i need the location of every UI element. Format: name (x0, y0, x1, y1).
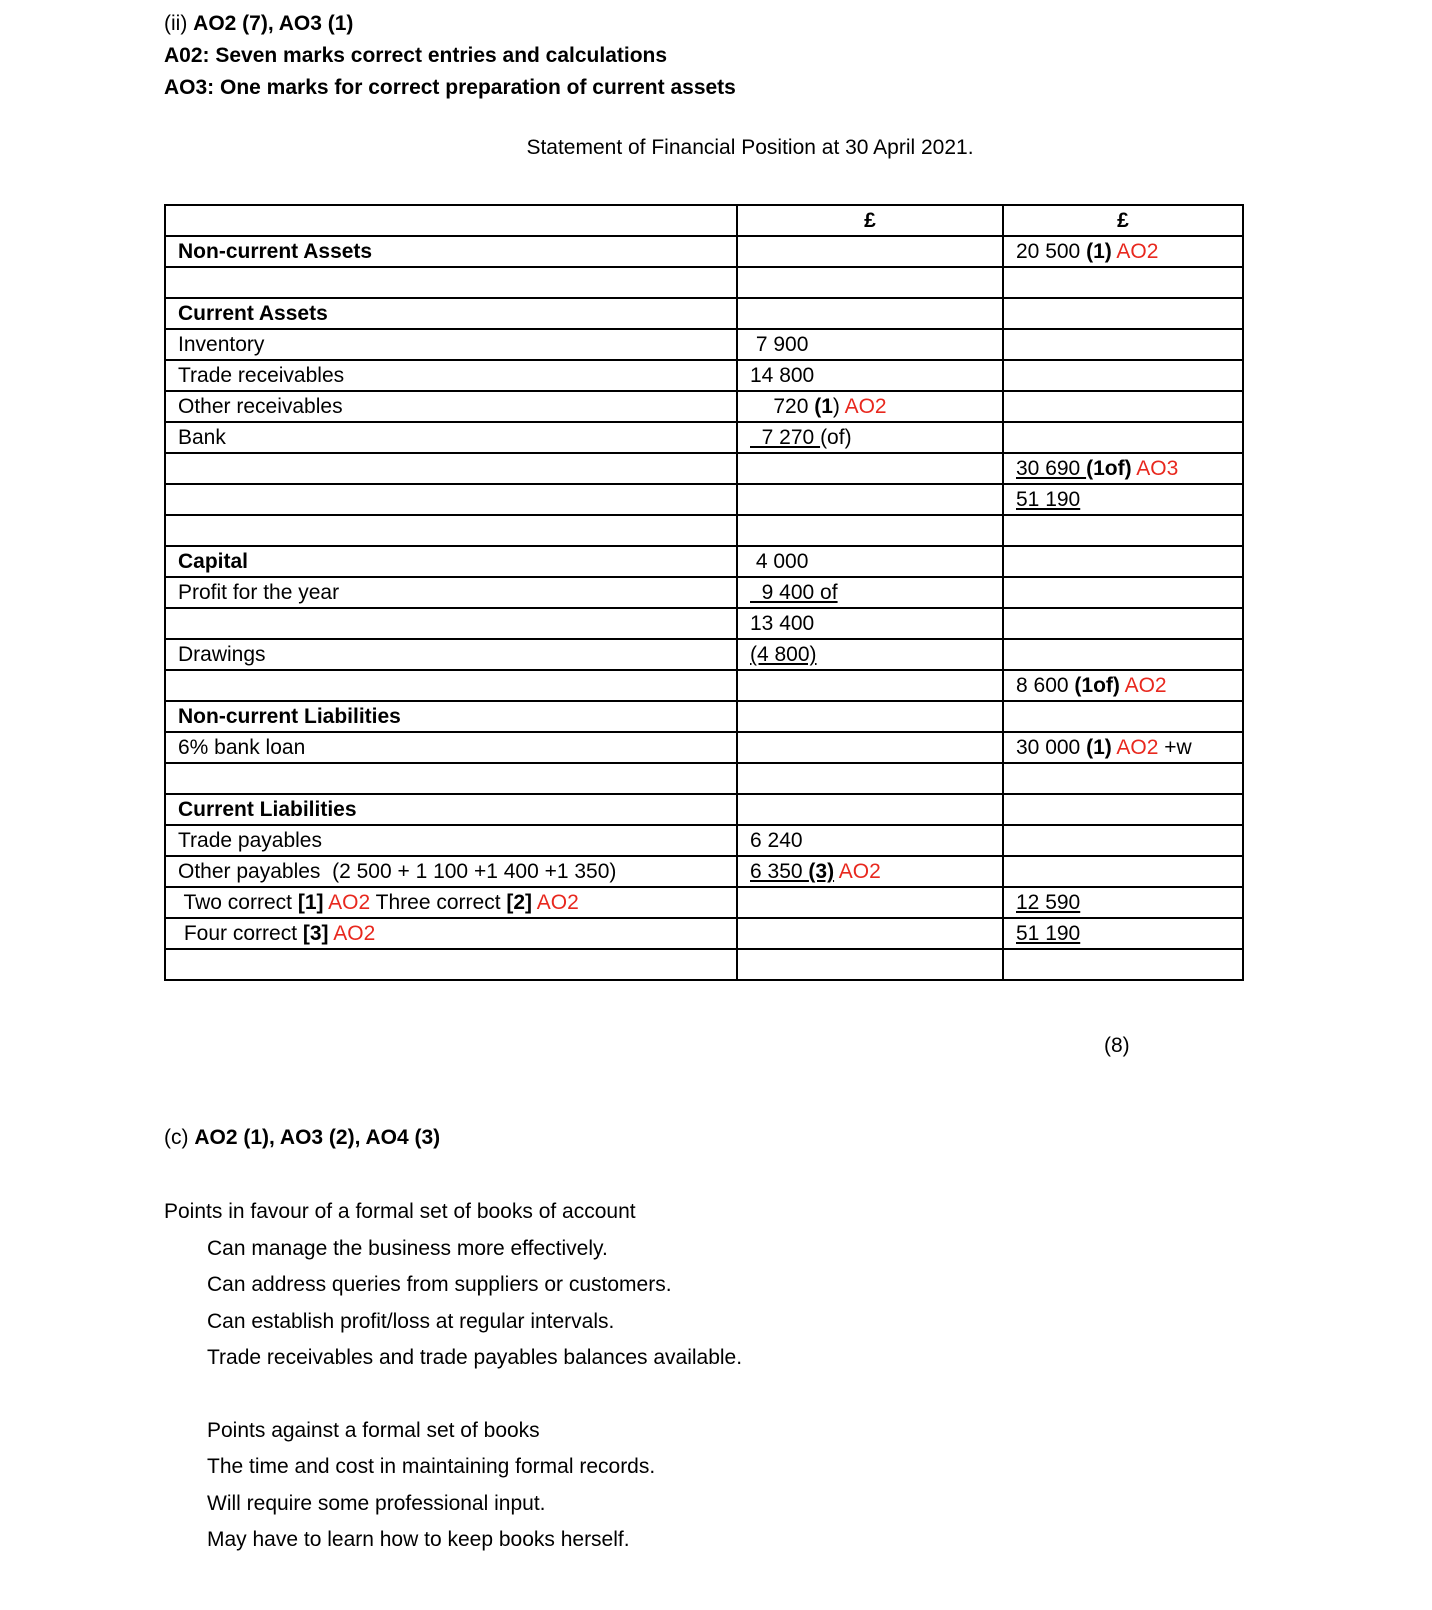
cell-text: Other receivables (178, 395, 343, 418)
label-cell (165, 298, 737, 329)
total-cell (1003, 918, 1243, 949)
label-cell (165, 608, 737, 639)
label-cell (165, 484, 737, 515)
total-cell (1003, 670, 1243, 701)
cell-text: [2] (506, 891, 533, 914)
list-item: The time and cost in maintaining formal records. (207, 1455, 656, 1478)
cell-text: Capital (178, 550, 249, 573)
points-against-heading: Points against a formal set of books (207, 1418, 540, 1442)
cell-text: £ (1117, 209, 1129, 232)
table-row (165, 236, 1243, 267)
label-cell (165, 701, 737, 732)
total-cell (1003, 856, 1243, 887)
label-cell (165, 577, 737, 608)
table-row (165, 329, 1243, 360)
assessment-objective-tag: AO2 (834, 860, 881, 883)
label-cell (165, 794, 737, 825)
cell-text: Current Assets (178, 302, 328, 325)
table-row (165, 701, 1243, 732)
marking-note-ao2: A02: Seven marks correct entries and calculations (164, 44, 668, 67)
cell-text: Inventory (178, 333, 265, 356)
table-row (165, 298, 1243, 329)
cell-text: Non-current Assets (178, 240, 373, 263)
table-row (165, 732, 1243, 763)
assessment-objective-tag: AO2 (1111, 736, 1159, 759)
label-cell (165, 639, 737, 670)
total-cell (1003, 732, 1243, 763)
total-cell (1003, 546, 1243, 577)
cell-text: (1 (814, 395, 833, 418)
amount-cell (737, 391, 1003, 422)
amount-cell (737, 670, 1003, 701)
amount-cell (737, 236, 1003, 267)
cell-text: (1) (1086, 736, 1112, 759)
amount-cell (737, 546, 1003, 577)
total-cell (1003, 484, 1243, 515)
table-row (165, 515, 1243, 546)
list-item: Can address queries from suppliers or customers. (207, 1273, 672, 1296)
cell-text: Three correct (370, 891, 507, 914)
assessment-objective-tag: AO2 (532, 891, 579, 914)
assessment-objective-tag: AO2 (1111, 240, 1159, 263)
cell-text: (1) (1086, 240, 1112, 263)
points-list (164, 1194, 742, 1559)
assessment-objective-tag: AO2 (328, 922, 376, 945)
cell-text: [1] (297, 891, 324, 914)
list-item: Will require some professional input. (207, 1491, 546, 1515)
amount-cell (737, 453, 1003, 484)
table-row (165, 639, 1243, 670)
table-row (165, 825, 1243, 856)
amount-cell (737, 639, 1003, 670)
table-row (165, 546, 1243, 577)
amount-cell (737, 608, 1003, 639)
label-cell (165, 918, 737, 949)
cell-text: (4 800) (750, 643, 817, 666)
amount-cell (737, 856, 1003, 887)
list-item: May have to learn how to keep books herself. (207, 1528, 630, 1551)
amount-cell (737, 577, 1003, 608)
section-c-heading (164, 1126, 440, 1150)
list-item: Trade receivables and trade payables balances available. (207, 1346, 743, 1369)
table-row (165, 484, 1243, 515)
label-cell (165, 453, 737, 484)
financial-position-table (164, 204, 1244, 981)
cell-text: 51 190 (1016, 488, 1081, 511)
list-item: Can establish profit/loss at regular intervals. (207, 1309, 615, 1333)
amount-cell (737, 515, 1003, 546)
table-row (165, 794, 1243, 825)
cell-text: 30 000 (1016, 736, 1087, 759)
assessment-objective-tag: AO2 (839, 395, 887, 418)
cell-text: (1of) (1074, 674, 1120, 697)
total-cell (1003, 267, 1243, 298)
amount-cell (737, 360, 1003, 391)
amount-cell (737, 329, 1003, 360)
cell-text: 4 000 (750, 550, 809, 573)
cell-text: (3) (808, 860, 835, 883)
table-row (165, 670, 1243, 701)
label-cell (165, 546, 737, 577)
statement-title: Statement of Financial Position at 30 April 2021. (526, 136, 974, 159)
table-row (165, 391, 1243, 422)
label-cell (165, 422, 737, 453)
cell-text: Current Liabilities (178, 798, 357, 821)
amount-cell (737, 887, 1003, 918)
label-cell (165, 887, 737, 918)
cell-text: 8 600 (1016, 674, 1075, 697)
amount-cell (737, 732, 1003, 763)
total-cell (1003, 298, 1243, 329)
assessment-objective-tag: AO2 (323, 891, 371, 914)
total-cell (1003, 701, 1243, 732)
amount-cell (737, 794, 1003, 825)
table-row (165, 360, 1243, 391)
table-row (165, 918, 1243, 949)
total-cell (1003, 329, 1243, 360)
table-row (165, 763, 1243, 794)
cell-text: 13 400 (750, 612, 815, 635)
cell-text: Four correct (178, 922, 303, 945)
table-row (165, 887, 1243, 918)
label-cell (165, 236, 737, 267)
part-marks: AO2 (7), AO3 (1) (193, 12, 354, 35)
total-cell (1003, 763, 1243, 794)
total-cell (1003, 422, 1243, 453)
amount-cell (737, 298, 1003, 329)
amount-cell (737, 422, 1003, 453)
cell-text: 14 800 (750, 364, 815, 387)
total-cell (1003, 515, 1243, 546)
cell-text: 20 500 (1016, 240, 1087, 263)
amount-cell (737, 825, 1003, 856)
table-row (165, 453, 1243, 484)
table-row (165, 949, 1243, 980)
cell-text: [3] (302, 922, 329, 945)
total-cell (1003, 577, 1243, 608)
total-cell (1003, 391, 1243, 422)
table-row (165, 608, 1243, 639)
cell-text: Trade payables (178, 829, 322, 852)
list-item: Can manage the business more effectively. (207, 1236, 608, 1260)
amount-cell (737, 918, 1003, 949)
cell-text: Drawings (178, 643, 266, 666)
table-row (165, 267, 1243, 298)
total-cell (1003, 949, 1243, 980)
part-label: (ii) (164, 12, 188, 35)
cell-text: 6 350 (750, 860, 809, 883)
cell-text: Two correct (178, 891, 298, 914)
cell-text: 6 240 (750, 829, 803, 852)
label-cell (165, 949, 737, 980)
label-cell (165, 763, 737, 794)
cell-text: ) (832, 395, 840, 418)
label-cell (165, 205, 737, 236)
total-cell (1003, 794, 1243, 825)
part-heading (164, 8, 353, 40)
cell-text: £ (864, 209, 876, 232)
cell-text: 7 270 (750, 426, 821, 449)
cell-text: 51 190 (1016, 922, 1081, 945)
label-cell (165, 329, 737, 360)
cell-text: 9 400 of (750, 581, 838, 604)
total-cell (1003, 825, 1243, 856)
total-cell (1003, 887, 1243, 918)
cell-text: 6% bank loan (178, 736, 306, 759)
total-marks: (8) (1104, 1034, 1130, 1057)
assessment-objective-tag: AO2 (1119, 674, 1167, 697)
cell-text: Other payables (2 500 + 1 100 +1 400 +1 350) (178, 860, 617, 883)
points-for-heading: Points in favour of a formal set of books of account (164, 1200, 636, 1223)
marking-note-ao3: AO3: One marks for correct preparation of current assets (164, 76, 736, 99)
table-row (165, 422, 1243, 453)
label-cell (165, 670, 737, 701)
amount-cell (737, 949, 1003, 980)
amount-cell (737, 267, 1003, 298)
label-cell (165, 825, 737, 856)
label-cell (165, 732, 737, 763)
amount-cell (737, 205, 1003, 236)
cell-text: (of) (820, 426, 852, 449)
total-cell (1003, 608, 1243, 639)
label-cell (165, 515, 737, 546)
cell-text: 12 590 (1016, 891, 1081, 914)
amount-cell (737, 763, 1003, 794)
cell-text: +w (1158, 736, 1192, 759)
cell-text: 30 690 (1016, 457, 1087, 480)
total-cell (1003, 639, 1243, 670)
amount-cell (737, 484, 1003, 515)
label-cell (165, 267, 737, 298)
section-marks: AO2 (1), AO3 (2), AO4 (3) (194, 1126, 441, 1149)
total-cell (1003, 205, 1243, 236)
section-label: (c) (164, 1126, 189, 1149)
cell-text: Bank (178, 426, 226, 449)
total-cell (1003, 236, 1243, 267)
amount-cell (737, 701, 1003, 732)
table-row (165, 856, 1243, 887)
cell-text: Profit for the year (178, 581, 340, 604)
total-cell (1003, 453, 1243, 484)
label-cell (165, 360, 737, 391)
total-cell (1003, 360, 1243, 391)
table-row (165, 577, 1243, 608)
cell-text: 720 (750, 395, 815, 418)
cell-text: Trade receivables (178, 364, 345, 387)
label-cell (165, 856, 737, 887)
cell-text: Non-current Liabilities (178, 705, 401, 728)
cell-text: 7 900 (750, 333, 809, 356)
label-cell (165, 391, 737, 422)
assessment-objective-tag: AO3 (1131, 457, 1179, 480)
table-row (165, 205, 1243, 236)
cell-text: (1of) (1086, 457, 1132, 480)
